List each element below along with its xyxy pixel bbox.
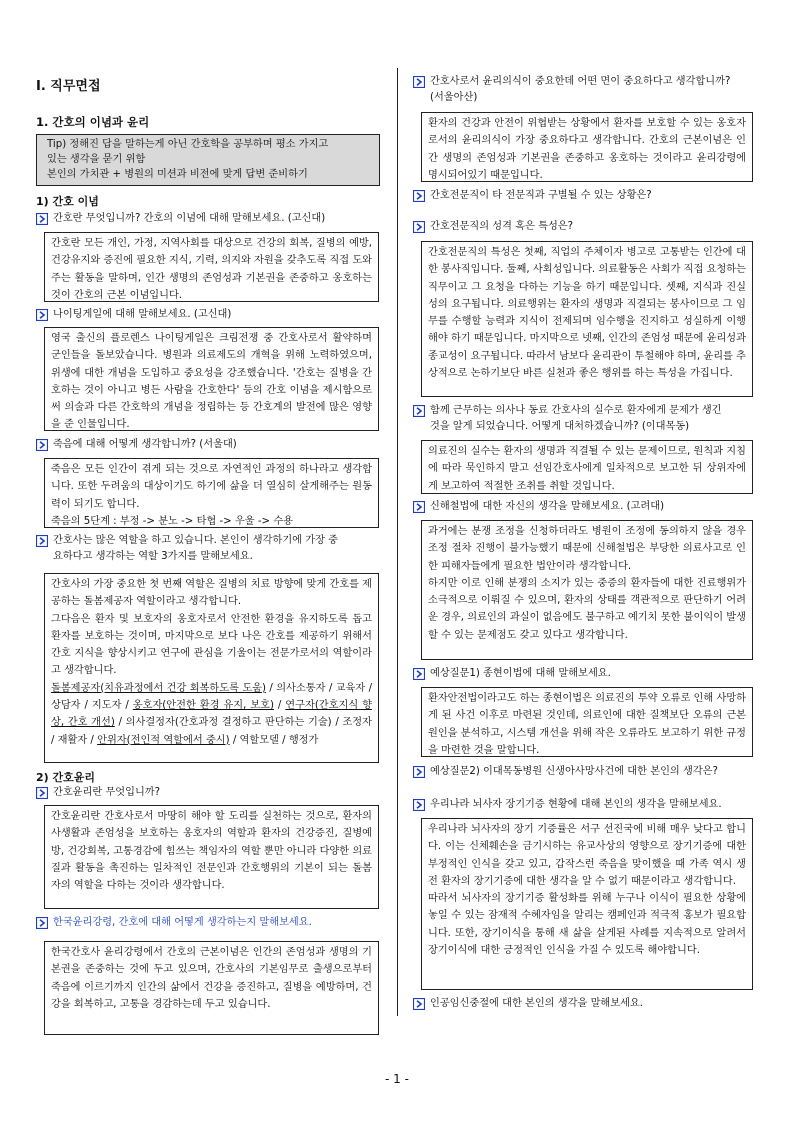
arrow-icon	[413, 668, 425, 680]
answer-box: 영국 출신의 플로렌스 나이팅게일은 크림전쟁 중 간호사로서 활약하며 군인들을 돌보았습니다. 병원과 의료제도의 개혁을 위해 노력하였으며, 위생에 대한 개념을 도입하고 중요성을 강조했습니다. '간호는 질병을 간호하는 것이 아니고 병든 사람을 간호한다' 등의 간호 이념을 제시함으로써 의술과 다른 간호학의 개념을 정립하는 등 간호계의 발전에 많은 영향을 준 인물입니다.	[44, 327, 379, 431]
question	[36, 533, 384, 565]
question	[413, 764, 757, 780]
question-text: 나이팅게일에 대해 말해보세요. (고신대)	[53, 309, 232, 320]
question	[36, 785, 384, 801]
question	[36, 307, 384, 323]
answer-text: 과거에는 분쟁 조정을 신청하더라도 병원이 조정에 동의하지 않을 경우 조정 절차 진행이 불가능했기 때문에 신해철법은 부당한 의료사고로 인한 피해자들에게 필요한 법안이라 생각합니다.	[428, 526, 746, 572]
question-text: 함께 근무하는 의사나 동료 간호사의 실수로 환자에게 문제가 생긴 것을 알게 되었습니다. 어떻게 대처하겠습니까? (이대목동)	[430, 405, 722, 432]
arrow-icon	[413, 501, 425, 513]
arrow-icon	[413, 766, 425, 778]
question	[413, 499, 757, 515]
page-number: - 1 -	[385, 1072, 409, 1086]
tip-line: Tip) 정해진 답을 말하는게 아닌 간호학을 공부하며 평소 가지고	[47, 139, 329, 150]
answer-text: 그다음은 환자 및 보호자의 옹호자로서 안전한 환경을 유지하도록 돕고 환자를 보호하는 것이며, 마지막으로 보다 나은 간호를 제공하기 위해서 간호 지식을 향상시키고 연구에 관심을 기울이는 전문가로서의 역할이라고 생각합니다.	[51, 613, 372, 677]
arrow-icon	[36, 787, 48, 799]
question	[413, 797, 757, 813]
answer-box: 환자안전법이라고도 하는 종현이법은 의료진의 투약 오류로 인해 사망하게 된 사건 이후로 마련된 것인데, 의료인에 대한 질책보단 오류의 근본원인을 분석하고, 시스템 개선을 위해 작은 오류라도 보고하기 위한 규정을 마련한 것을 말합니다.	[421, 687, 753, 757]
answer-text: 간호사의 가장 중요한 첫 번째 역할은 질병의 치료 방향에 맞게 간호를 제공하는 돌봄제공자 역할이라고 생각합니다.	[51, 579, 373, 608]
answer-text: 하지만 이로 인해 분쟁의 소지가 있는 중증의 환자들에 대한 진료행위가 소극적으로 이뤄질 수 있으며, 환자의 상태를 객관적으로 판단하기 어려운 경우, 의료인의 과실이 없음에도 불구하고 예기치 못한 불이익이 발생할 수 있는 문제점도 갖고 있다고 생각합니다.	[428, 577, 746, 641]
arrow-icon	[36, 213, 48, 225]
answer-box	[44, 573, 379, 763]
question-text: 죽음에 대해 어떻게 생각합니까? (서울대)	[53, 439, 237, 450]
answer-text: 죽음은 모든 인간이 겪게 되는 것으로 자연적인 과정의 하나라고 생각합니다. 또한 두려움의 대상이기도 하기에 삶을 더 열심히 살게해주는 원동력이 되기도 합니다.	[51, 464, 372, 510]
question-text: 간호사는 많은 역할을 하고 있습니다. 본인이 생각하기에 가장 중 요하다고 생각하는 역할 3가지를 말해보세요.	[53, 535, 339, 562]
question-text: 인공임신중절에 대한 본인의 생각을 말해보세요.	[430, 998, 644, 1009]
subsection-heading: 1) 간호 이념	[36, 195, 99, 208]
question	[413, 219, 757, 235]
arrow-icon	[36, 535, 48, 547]
question-text: 간호전문직의 성격 혹은 특성은?	[430, 221, 574, 232]
question	[36, 437, 384, 453]
arrow-icon	[36, 309, 48, 321]
answer-box: 간호전문직의 특성은 첫째, 직업의 주체이자 병고로 고통받는 인간에 대한 봉사직입니다. 둘째, 사회성입니다. 의료활동은 사회가 직접 요청하는 직무이고 그 요청을 다하는 기능을 하기 때문입니다. 셋째, 지식과 진실성의 요구됩니다. 의료행위는 환자의 생명과 직결되는 봉사이므로 그 임무를 수행할 능력과 지식이 전제되며 임수행을 진지하고 성실하게 이행해야 하기 때문입니다. 마지막으로 넷째, 인간의 존엄성 때문에 윤리성과 종교성이 요구됩니다. 따라서 남보다 윤리관이 투철해야 하며, 윤리를 추상적으로 논하기보단 바른 실천과 좋은 행위를 하는 특성을 가집니다.	[421, 241, 753, 397]
arrow-icon	[36, 917, 48, 929]
question-text: 한국윤리강령, 간호에 대해 어떻게 생각하는지 말해보세요.	[53, 917, 312, 928]
answer-box: 간호윤리란 간호사로서 마땅히 해야 할 도리를 실천하는 것으로, 환자의 사생활과 존엄성을 보호하는 옹호자의 역할과 환자의 건강증진, 질병예방, 건강회복, 고통경감에 힘쓰는 책임자의 역할 뿐만 아니라 다양한 의료질과 활동을 촉진하는 일차적인 전문인과 간호행위의 기본이 되는 돌봄자의 역할을 다하는 것이라 생각합니다.	[44, 805, 379, 909]
arrow-icon	[413, 799, 425, 811]
arrow-icon	[413, 190, 425, 202]
question-text: 간호윤리란 무엇입니까?	[53, 787, 161, 798]
roles-list: 돌봄제공자(치유과정에서 건강 회복하도록 도움) / 의사소통자 / 교육자 / 상담자 / 지도자 / 옹호자(안전한 환경 유지, 보호) / 연구자(간호지식 향상, 간호 개선) / 의사결정자(간호과정 결정하고 판단하는 기술) / 조정자 / 재활자 / 안위자(전인적 역할에서 중시) / 역할모델 / 행정가	[51, 682, 373, 746]
answer-box: 한국간호사 윤리강령에서 간호의 근본이념은 인간의 존엄성과 생명의 기본권을 존중하는 것에 두고 있으며, 간호사의 기본임무로 출생으로부터 죽음에 이르기까지 인간의 삶에서 건강을 증진하고, 질병을 예방하며, 건강을 회복하고, 고통을 경감하는데 두고 있습니다.	[44, 941, 379, 1035]
tip-line: 있는 생각을 묻기 위함	[47, 154, 146, 165]
section-heading: 1. 간호의 이념과 윤리	[36, 115, 150, 129]
question	[413, 74, 757, 106]
question	[413, 188, 757, 204]
answer-box: 의료진의 실수는 환자의 생명과 직결될 수 있는 문제이므로, 원칙과 지침에 따라 묵인하지 말고 선임간호사에게 일차적으로 보고한 뒤 상위자에게 보고하여 적절한 조취를 취할 것입니다.	[421, 440, 753, 494]
tip-box	[36, 134, 380, 186]
question-text: 예상질문1) 종현이법에 대해 말해보세요.	[430, 668, 611, 679]
question-text: 우리나라 뇌사자 장기기증 현황에 대해 본인의 생각을 말해보세요.	[430, 799, 722, 810]
subsection-heading: 2) 간호윤리	[36, 771, 96, 784]
answer-box	[421, 520, 753, 660]
question	[413, 996, 757, 1012]
answer-text: 우리나라 뇌사자의 장기 기증률은 서구 선진국에 비해 매우 낮다고 합니다. 이는 신체훼손을 금기시하는 유교사상의 영향으로 장기기증에 대한 부정적인 인식을 갖고 있고, 갑작스런 죽음을 맞이했을 때 가족 역시 생전 환자의 장기기증에 대한 생각을 알 수 없기 때문이라고 생각합니다.	[428, 824, 746, 887]
question	[413, 666, 757, 682]
question	[36, 211, 384, 227]
tip-line: 본인의 가치관 + 병원의 미션과 비전에 맞게 답변 준비하기	[47, 169, 308, 180]
question-text: 간호사로서 윤리의식이 중요한데 어떤 면이 중요하다고 생각합니까? (서울아산)	[430, 76, 731, 103]
arrow-icon	[413, 221, 425, 233]
question-text: 간호전문직이 타 전문직과 구별될 수 있는 상황은?	[430, 190, 652, 201]
question	[36, 915, 384, 931]
question-text: 예상질문2) 이대목동병원 신생아사망사건에 대한 본인의 생각은?	[430, 766, 718, 777]
answer-box: 환자의 건강과 안전이 위협받는 상황에서 환자를 보호할 수 있는 옹호자로서의 윤리의식이 가장 중요하다고 생각합니다. 간호의 근본이념은 인간 생명의 존엄성과 기본권을 존중하고 옹호하는 것이라고 윤리강령에 명시되어있기 때문입니다.	[421, 112, 753, 182]
answer-text: 죽음의 5단계 : 부정 -> 분노 -> 타협 -> 우울 -> 수용	[51, 515, 293, 527]
question-text: 신해철법에 대한 자신의 생각을 말해보세요. (고려대)	[430, 501, 665, 512]
arrow-icon	[413, 998, 425, 1010]
arrow-icon	[36, 439, 48, 451]
answer-box: 간호란 모든 개인, 가정, 지역사회를 대상으로 건강의 회복, 질병의 예방, 건강유지와 증진에 필요한 지식, 기력, 의지와 자원을 갖추도록 직접 도와주는 활동을 말하며, 인간 생명의 존엄성과 기본권을 존중하고 옹호하는 것이 간호의 근본 이념입니다.	[44, 232, 379, 302]
question	[413, 403, 757, 435]
arrow-icon	[413, 405, 425, 417]
answer-text: 따라서 뇌사자의 장기기증 활성화를 위해 누구나 이식이 필요한 상황에 놓일 수 있는 잠재적 수혜자임을 알리는 캠페인과 적극적 홍보가 필요합니다. 또한, 장기이식을 통해 새 삶을 살게된 사례를 지속적으로 알려서 장기이식에 대한 긍정적인 인식을 가질 수 있도록 해야합니다.	[428, 893, 746, 957]
document-title: Ⅰ. 직무면접	[36, 79, 101, 94]
column-divider	[397, 68, 398, 1016]
question-text: 간호란 무엇입니까? 간호의 이념에 대해 말해보세요. (고신대)	[53, 213, 326, 224]
answer-box	[44, 458, 379, 528]
answer-box	[421, 818, 753, 990]
arrow-icon	[413, 76, 425, 88]
